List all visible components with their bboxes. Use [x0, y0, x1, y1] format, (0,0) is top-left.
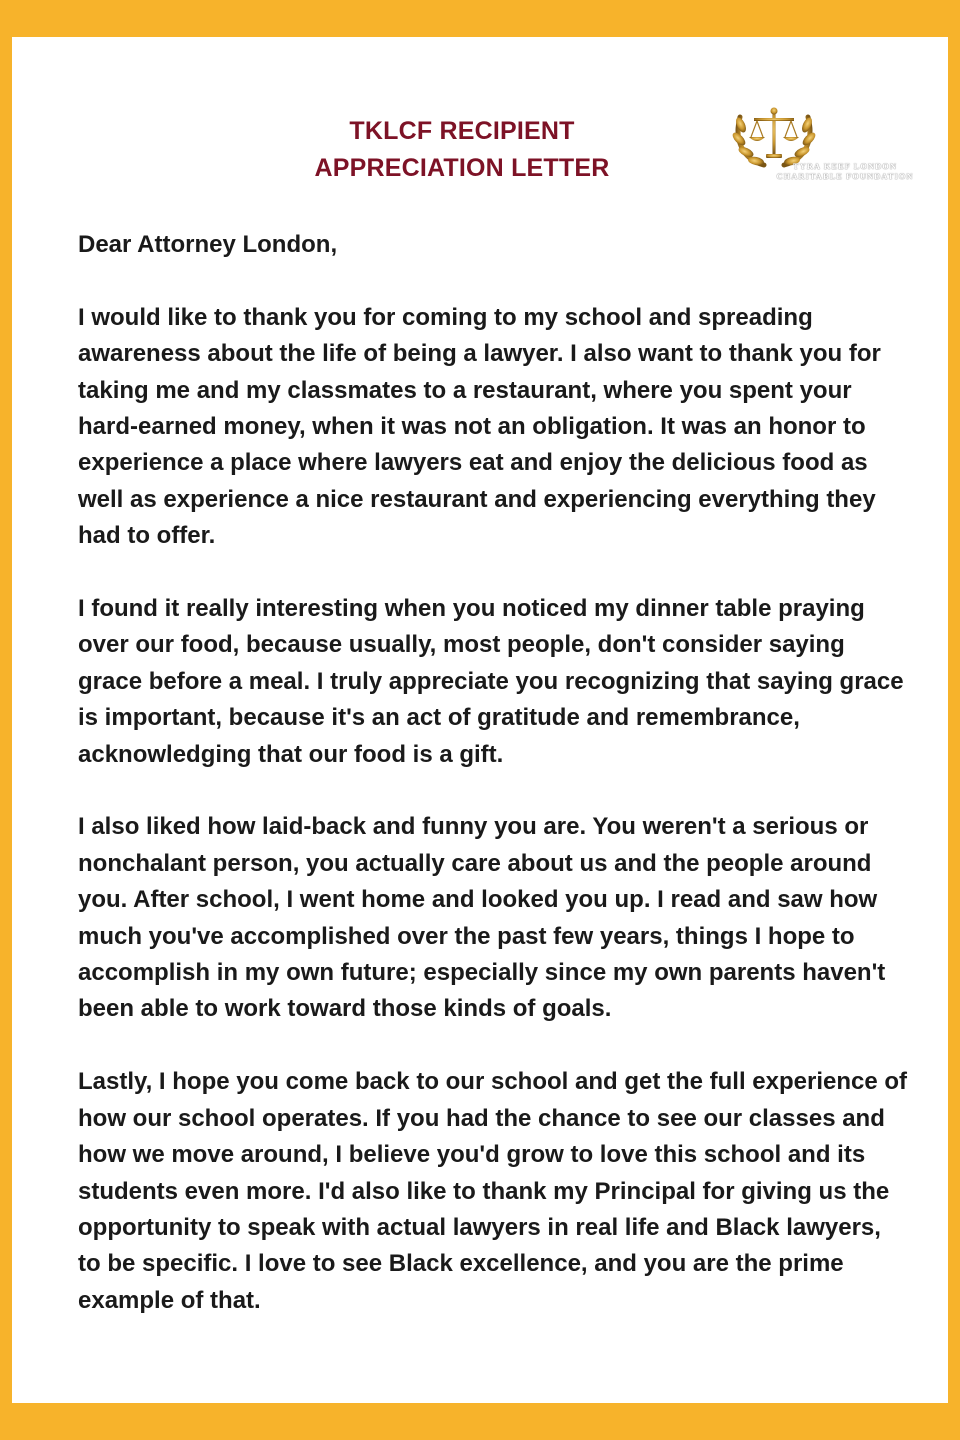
letter-paragraph-3: I also liked how laid-back and funny you are. You weren't a serious or nonchalant person, you actually care about us and the people around you. After school, I went home and looked you up. I read and saw how much you've accomplished over the past few years, things I hope to accomplish in my own future; especially since my own parents haven't been able to work toward those kinds of goals. [78, 813, 886, 1023]
logo-text [760, 161, 930, 181]
letter-paragraph-2: I found it really interesting when you noticed my dinner table praying over our food, because usually, most people, don't consider saying grace before a meal. I truly appreciate you recognizing that saying grace is important, because it's an act of gratitude and remembrance, acknowledging that our food is a gift. [78, 595, 904, 768]
logo-text-line-1: TYRA KEEF LONDON [792, 161, 897, 171]
letter-greeting: Dear Attorney London, [78, 231, 338, 258]
title-line-1: TKLCF RECIPIENT [349, 117, 575, 145]
letter-page [12, 37, 948, 1403]
foundation-logo [724, 87, 924, 181]
letter-body [78, 227, 908, 1356]
title-line-2: APPRECIATION LETTER [314, 154, 610, 182]
letter-paragraph-4: Lastly, I hope you come back to our school and get the full experience of how our school operates. If you had the chance to see our classes and how we move around, I believe you'd grow to love this school and its students even more. I'd also like to thank my Principal for giving us the opportunity to speak with actual lawyers in real life and Black lawyers, to be specific. I love to see Black excellence, and you are the prime example of that. [78, 1068, 908, 1314]
logo-text-line-2: CHARITABLE FOUNDATION [776, 171, 914, 181]
letter-paragraph-1: I would like to thank you for coming to my school and spreading awareness about the life of being a lawyer. I also want to thank you for taking me and my classmates to a restaurant, where you spent your hard-earned money, when it was not an obligation. It was an honor to experience a place where lawyers eat and enjoy the delicious food as well as experience a nice restaurant and experiencing everything they had to offer. [78, 303, 881, 550]
